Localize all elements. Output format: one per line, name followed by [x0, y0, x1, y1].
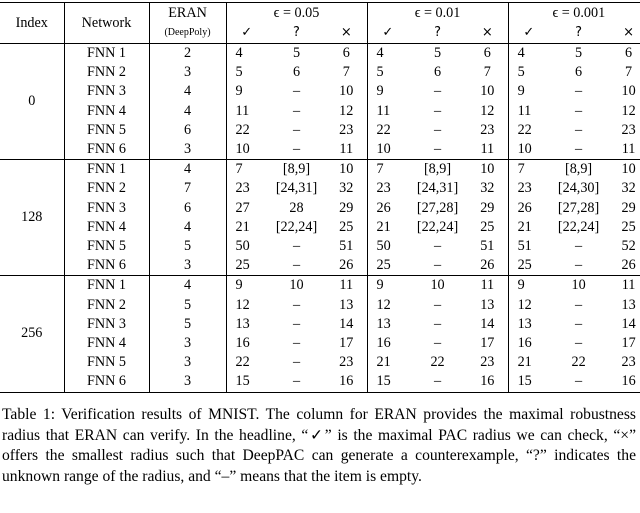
- table-row: [0, 256, 640, 276]
- value-cell: –: [433, 121, 442, 138]
- value-cell: 6: [467, 44, 508, 64]
- value-cell: 13: [326, 296, 367, 315]
- eran-cell: 4: [149, 218, 226, 237]
- index-cell: 256: [0, 276, 64, 392]
- network-cell: FNN 1: [64, 160, 149, 180]
- eran-cell: 3: [149, 140, 226, 160]
- value-cell: 21: [376, 218, 391, 235]
- value-cell: –: [292, 83, 301, 100]
- network-cell: FNN 4: [64, 218, 149, 237]
- header-eps-1: ϵ = 0.01: [367, 3, 508, 24]
- value-cell: 16: [467, 372, 508, 392]
- network-cell: FNN 6: [64, 140, 149, 160]
- header-subcol-0-1: ?: [293, 25, 300, 40]
- value-cell: –: [408, 372, 467, 392]
- value-cell: 26: [621, 257, 636, 274]
- table-row: [0, 276, 640, 296]
- eran-cell: 4: [149, 276, 226, 296]
- header-subcol-2-2: ×: [623, 25, 635, 40]
- table-row: [0, 121, 640, 140]
- index-cell: 0: [0, 44, 64, 160]
- value-cell: –: [292, 335, 301, 352]
- network-cell: FNN 6: [64, 372, 149, 392]
- network-cell: FNN 2: [64, 179, 149, 198]
- value-cell: 16: [326, 372, 367, 392]
- table-row: [0, 315, 640, 334]
- network-cell: FNN 4: [64, 334, 149, 353]
- value-cell: 11: [467, 276, 508, 296]
- value-cell: 9: [226, 276, 267, 296]
- header-network: Network: [64, 3, 149, 44]
- value-cell: 23: [376, 180, 391, 197]
- header-eran: ERAN: [149, 3, 226, 24]
- table-row: [0, 296, 640, 315]
- table-row: [0, 63, 640, 82]
- eran-cell: 5: [149, 315, 226, 334]
- value-cell: 11: [467, 140, 508, 160]
- value-cell: 29: [326, 199, 367, 218]
- value-cell: –: [575, 335, 583, 352]
- eran-cell: 3: [149, 353, 226, 372]
- network-cell: FNN 3: [64, 199, 149, 218]
- value-cell: 7: [625, 64, 633, 81]
- table-row: [0, 44, 640, 64]
- eran-cell: 3: [149, 334, 226, 353]
- table-row: [0, 218, 640, 237]
- value-cell: 25: [376, 257, 391, 274]
- eran-cell: 6: [149, 121, 226, 140]
- value-cell: 23: [517, 180, 532, 197]
- value-cell: 51: [326, 237, 367, 256]
- value-cell: [27,28]: [557, 199, 600, 216]
- value-cell: 21: [517, 354, 532, 371]
- value-cell: 11: [621, 141, 636, 158]
- value-cell: 22: [235, 121, 250, 138]
- table-row: [0, 237, 640, 256]
- value-cell: –: [575, 257, 583, 274]
- value-cell: 50: [376, 238, 391, 255]
- value-cell: 12: [326, 102, 367, 121]
- eran-cell: 4: [149, 102, 226, 121]
- value-cell: 10: [467, 82, 508, 101]
- network-cell: FNN 5: [64, 237, 149, 256]
- table-row: [0, 102, 640, 121]
- value-cell: –: [292, 238, 301, 255]
- value-cell: 13: [467, 296, 508, 315]
- value-cell: 28: [289, 199, 304, 216]
- value-cell: 7: [508, 160, 549, 180]
- value-cell: 5: [267, 44, 326, 64]
- value-cell: 16: [235, 335, 250, 352]
- value-cell: 4: [367, 44, 408, 64]
- value-cell: 23: [235, 180, 250, 197]
- network-cell: FNN 2: [64, 63, 149, 82]
- value-cell: 21: [235, 218, 250, 235]
- value-cell: 11: [326, 140, 367, 160]
- value-cell: 10: [517, 141, 532, 158]
- header-eps-0: ϵ = 0.05: [226, 3, 367, 24]
- value-cell: 16: [376, 335, 391, 352]
- value-cell: 22: [430, 354, 445, 371]
- value-cell: 7: [367, 160, 408, 180]
- value-cell: 23: [326, 121, 367, 140]
- value-cell: 11: [376, 102, 391, 119]
- value-cell: 13: [517, 315, 532, 332]
- value-cell: –: [292, 121, 301, 138]
- value-cell: 7: [326, 63, 367, 82]
- value-cell: 6: [326, 44, 367, 64]
- value-cell: 12: [621, 102, 636, 119]
- index-cell: 128: [0, 160, 64, 276]
- value-cell: 11: [326, 276, 367, 296]
- value-cell: –: [575, 141, 583, 158]
- value-cell: 15: [367, 372, 408, 392]
- value-cell: –: [549, 372, 608, 392]
- value-cell: 9: [508, 276, 549, 296]
- value-cell: 10: [267, 276, 326, 296]
- header-subcol-0-2: ×: [326, 23, 367, 44]
- value-cell: 9: [376, 83, 384, 100]
- value-cell: 10: [608, 160, 640, 180]
- value-cell: –: [575, 102, 583, 119]
- value-cell: 21: [517, 218, 532, 235]
- table-caption: Table 1: Verification results of MNIST. The column for ERAN provides the maximal robustness radius that ERAN can verify. In the headline, “✓” is the maximal PAC radius we can check, “×” offers the smallest radius such that DeepPAC can generate a counterexample, “?” indicates the unknown range of the radius, and “–” means that the item is empty.: [2, 406, 636, 485]
- value-cell: 22: [517, 121, 532, 138]
- value-cell: 17: [326, 334, 367, 353]
- value-cell: 51: [517, 238, 532, 255]
- value-cell: 11: [517, 102, 532, 119]
- value-cell: 25: [467, 218, 508, 237]
- header-subcol-1-1: ?: [434, 25, 441, 40]
- value-cell: [24,31]: [416, 180, 459, 197]
- value-cell: –: [433, 315, 442, 332]
- eran-cell: 5: [149, 237, 226, 256]
- header-eran-sub: (DeepPoly): [149, 23, 226, 44]
- value-cell: 4: [508, 44, 549, 64]
- eran-cell: 2: [149, 44, 226, 64]
- value-cell: 14: [326, 315, 367, 334]
- value-cell: [22,24]: [557, 218, 600, 235]
- value-cell: 4: [226, 44, 267, 64]
- value-cell: 9: [235, 83, 243, 100]
- value-cell: 25: [326, 218, 367, 237]
- value-cell: 5: [549, 44, 608, 64]
- value-cell: –: [433, 83, 442, 100]
- value-cell: 17: [621, 335, 636, 352]
- network-cell: FNN 3: [64, 315, 149, 334]
- value-cell: 7: [467, 63, 508, 82]
- header-subcol-1-0: ✓: [382, 25, 394, 40]
- value-cell: –: [433, 257, 442, 274]
- value-cell: 21: [376, 354, 391, 371]
- table-row: [0, 179, 640, 198]
- value-cell: 7: [226, 160, 267, 180]
- value-cell: 10: [621, 83, 636, 100]
- header-index: Index: [0, 3, 64, 44]
- value-cell: –: [575, 315, 583, 332]
- value-cell: 9: [367, 276, 408, 296]
- value-cell: –: [575, 296, 583, 313]
- value-cell: –: [292, 296, 301, 313]
- value-cell: –: [292, 315, 301, 332]
- value-cell: 25: [517, 257, 532, 274]
- value-cell: 52: [621, 238, 636, 255]
- value-cell: 6: [292, 64, 301, 81]
- value-cell: –: [575, 238, 583, 255]
- header-subcol-1-2: ×: [467, 23, 508, 44]
- network-cell: FNN 6: [64, 256, 149, 276]
- table-row: [0, 160, 640, 180]
- value-cell: 10: [326, 82, 367, 101]
- value-cell: 14: [467, 315, 508, 334]
- network-cell: FNN 1: [64, 44, 149, 64]
- value-cell: 12: [517, 296, 532, 313]
- value-cell: [8,9]: [408, 160, 467, 180]
- table-row: [0, 372, 640, 392]
- value-cell: 13: [376, 315, 391, 332]
- value-cell: –: [575, 83, 583, 100]
- value-cell: 22: [235, 354, 250, 371]
- value-cell: [24,30]: [557, 180, 600, 197]
- value-cell: 9: [517, 83, 525, 100]
- value-cell: 23: [621, 354, 636, 371]
- value-cell: –: [292, 354, 301, 371]
- value-cell: 23: [467, 353, 508, 372]
- value-cell: 50: [235, 238, 250, 255]
- table-row: [0, 334, 640, 353]
- value-cell: 27: [235, 199, 250, 216]
- value-cell: 23: [621, 121, 636, 138]
- value-cell: 25: [621, 218, 636, 235]
- value-cell: 5: [376, 64, 384, 81]
- value-cell: 16: [517, 335, 532, 352]
- table-row: [0, 353, 640, 372]
- value-cell: 11: [608, 276, 640, 296]
- value-cell: 26: [376, 199, 391, 216]
- eran-cell: 5: [149, 296, 226, 315]
- value-cell: 13: [621, 296, 636, 313]
- value-cell: –: [433, 141, 442, 158]
- value-cell: 10: [326, 160, 367, 180]
- eran-cell: 6: [149, 199, 226, 218]
- value-cell: [8,9]: [267, 160, 326, 180]
- value-cell: –: [267, 372, 326, 392]
- value-cell: –: [433, 296, 442, 313]
- value-cell: 26: [517, 199, 532, 216]
- network-cell: FNN 1: [64, 276, 149, 296]
- value-cell: –: [292, 102, 301, 119]
- value-cell: 32: [326, 179, 367, 198]
- value-cell: 22: [571, 354, 586, 371]
- value-cell: 23: [326, 353, 367, 372]
- network-cell: FNN 5: [64, 353, 149, 372]
- value-cell: –: [575, 121, 583, 138]
- value-cell: [8,9]: [549, 160, 608, 180]
- table-row: [0, 199, 640, 218]
- value-cell: 15: [508, 372, 549, 392]
- table-row: [0, 82, 640, 101]
- value-cell: 25: [235, 257, 250, 274]
- eran-cell: 3: [149, 63, 226, 82]
- value-cell: 5: [517, 64, 525, 81]
- results-table: [0, 2, 640, 393]
- eran-cell: 3: [149, 256, 226, 276]
- value-cell: [22,24]: [275, 218, 318, 235]
- value-cell: 6: [575, 64, 583, 81]
- value-cell: [24,31]: [275, 180, 318, 197]
- value-cell: 32: [467, 179, 508, 198]
- value-cell: 23: [467, 121, 508, 140]
- value-cell: –: [292, 141, 301, 158]
- value-cell: 29: [621, 199, 636, 216]
- header-eps-2: ϵ = 0.001: [508, 3, 640, 24]
- value-cell: [22,24]: [416, 218, 459, 235]
- value-cell: 10: [467, 160, 508, 180]
- value-cell: 14: [621, 315, 636, 332]
- network-cell: FNN 2: [64, 296, 149, 315]
- header-subcol-0-0: ✓: [241, 25, 253, 40]
- value-cell: 6: [433, 64, 442, 81]
- value-cell: –: [433, 238, 442, 255]
- network-cell: FNN 3: [64, 82, 149, 101]
- value-cell: 15: [226, 372, 267, 392]
- network-cell: FNN 4: [64, 102, 149, 121]
- eran-cell: 3: [149, 372, 226, 392]
- value-cell: 22: [376, 121, 391, 138]
- value-cell: 12: [376, 296, 391, 313]
- value-cell: [27,28]: [416, 199, 459, 216]
- value-cell: 10: [408, 276, 467, 296]
- value-cell: 29: [467, 199, 508, 218]
- value-cell: 5: [235, 64, 243, 81]
- value-cell: 10: [235, 141, 250, 158]
- value-cell: 10: [376, 141, 391, 158]
- table-row: [0, 140, 640, 160]
- header-subcol-2-0: ✓: [523, 25, 535, 40]
- value-cell: –: [292, 257, 301, 274]
- value-cell: 5: [408, 44, 467, 64]
- value-cell: 51: [467, 237, 508, 256]
- value-cell: 12: [467, 102, 508, 121]
- value-cell: 10: [549, 276, 608, 296]
- value-cell: 6: [608, 44, 640, 64]
- eran-cell: 4: [149, 82, 226, 101]
- eran-cell: 4: [149, 160, 226, 180]
- value-cell: 13: [235, 315, 250, 332]
- network-cell: FNN 5: [64, 121, 149, 140]
- value-cell: 26: [467, 256, 508, 276]
- header-subcol-2-1: ?: [575, 25, 583, 40]
- value-cell: 12: [235, 296, 250, 313]
- value-cell: –: [433, 102, 442, 119]
- value-cell: 11: [235, 102, 250, 119]
- eran-cell: 7: [149, 179, 226, 198]
- value-cell: 26: [326, 256, 367, 276]
- value-cell: –: [433, 335, 442, 352]
- value-cell: 16: [608, 372, 640, 392]
- value-cell: 17: [467, 334, 508, 353]
- value-cell: 32: [621, 180, 636, 197]
